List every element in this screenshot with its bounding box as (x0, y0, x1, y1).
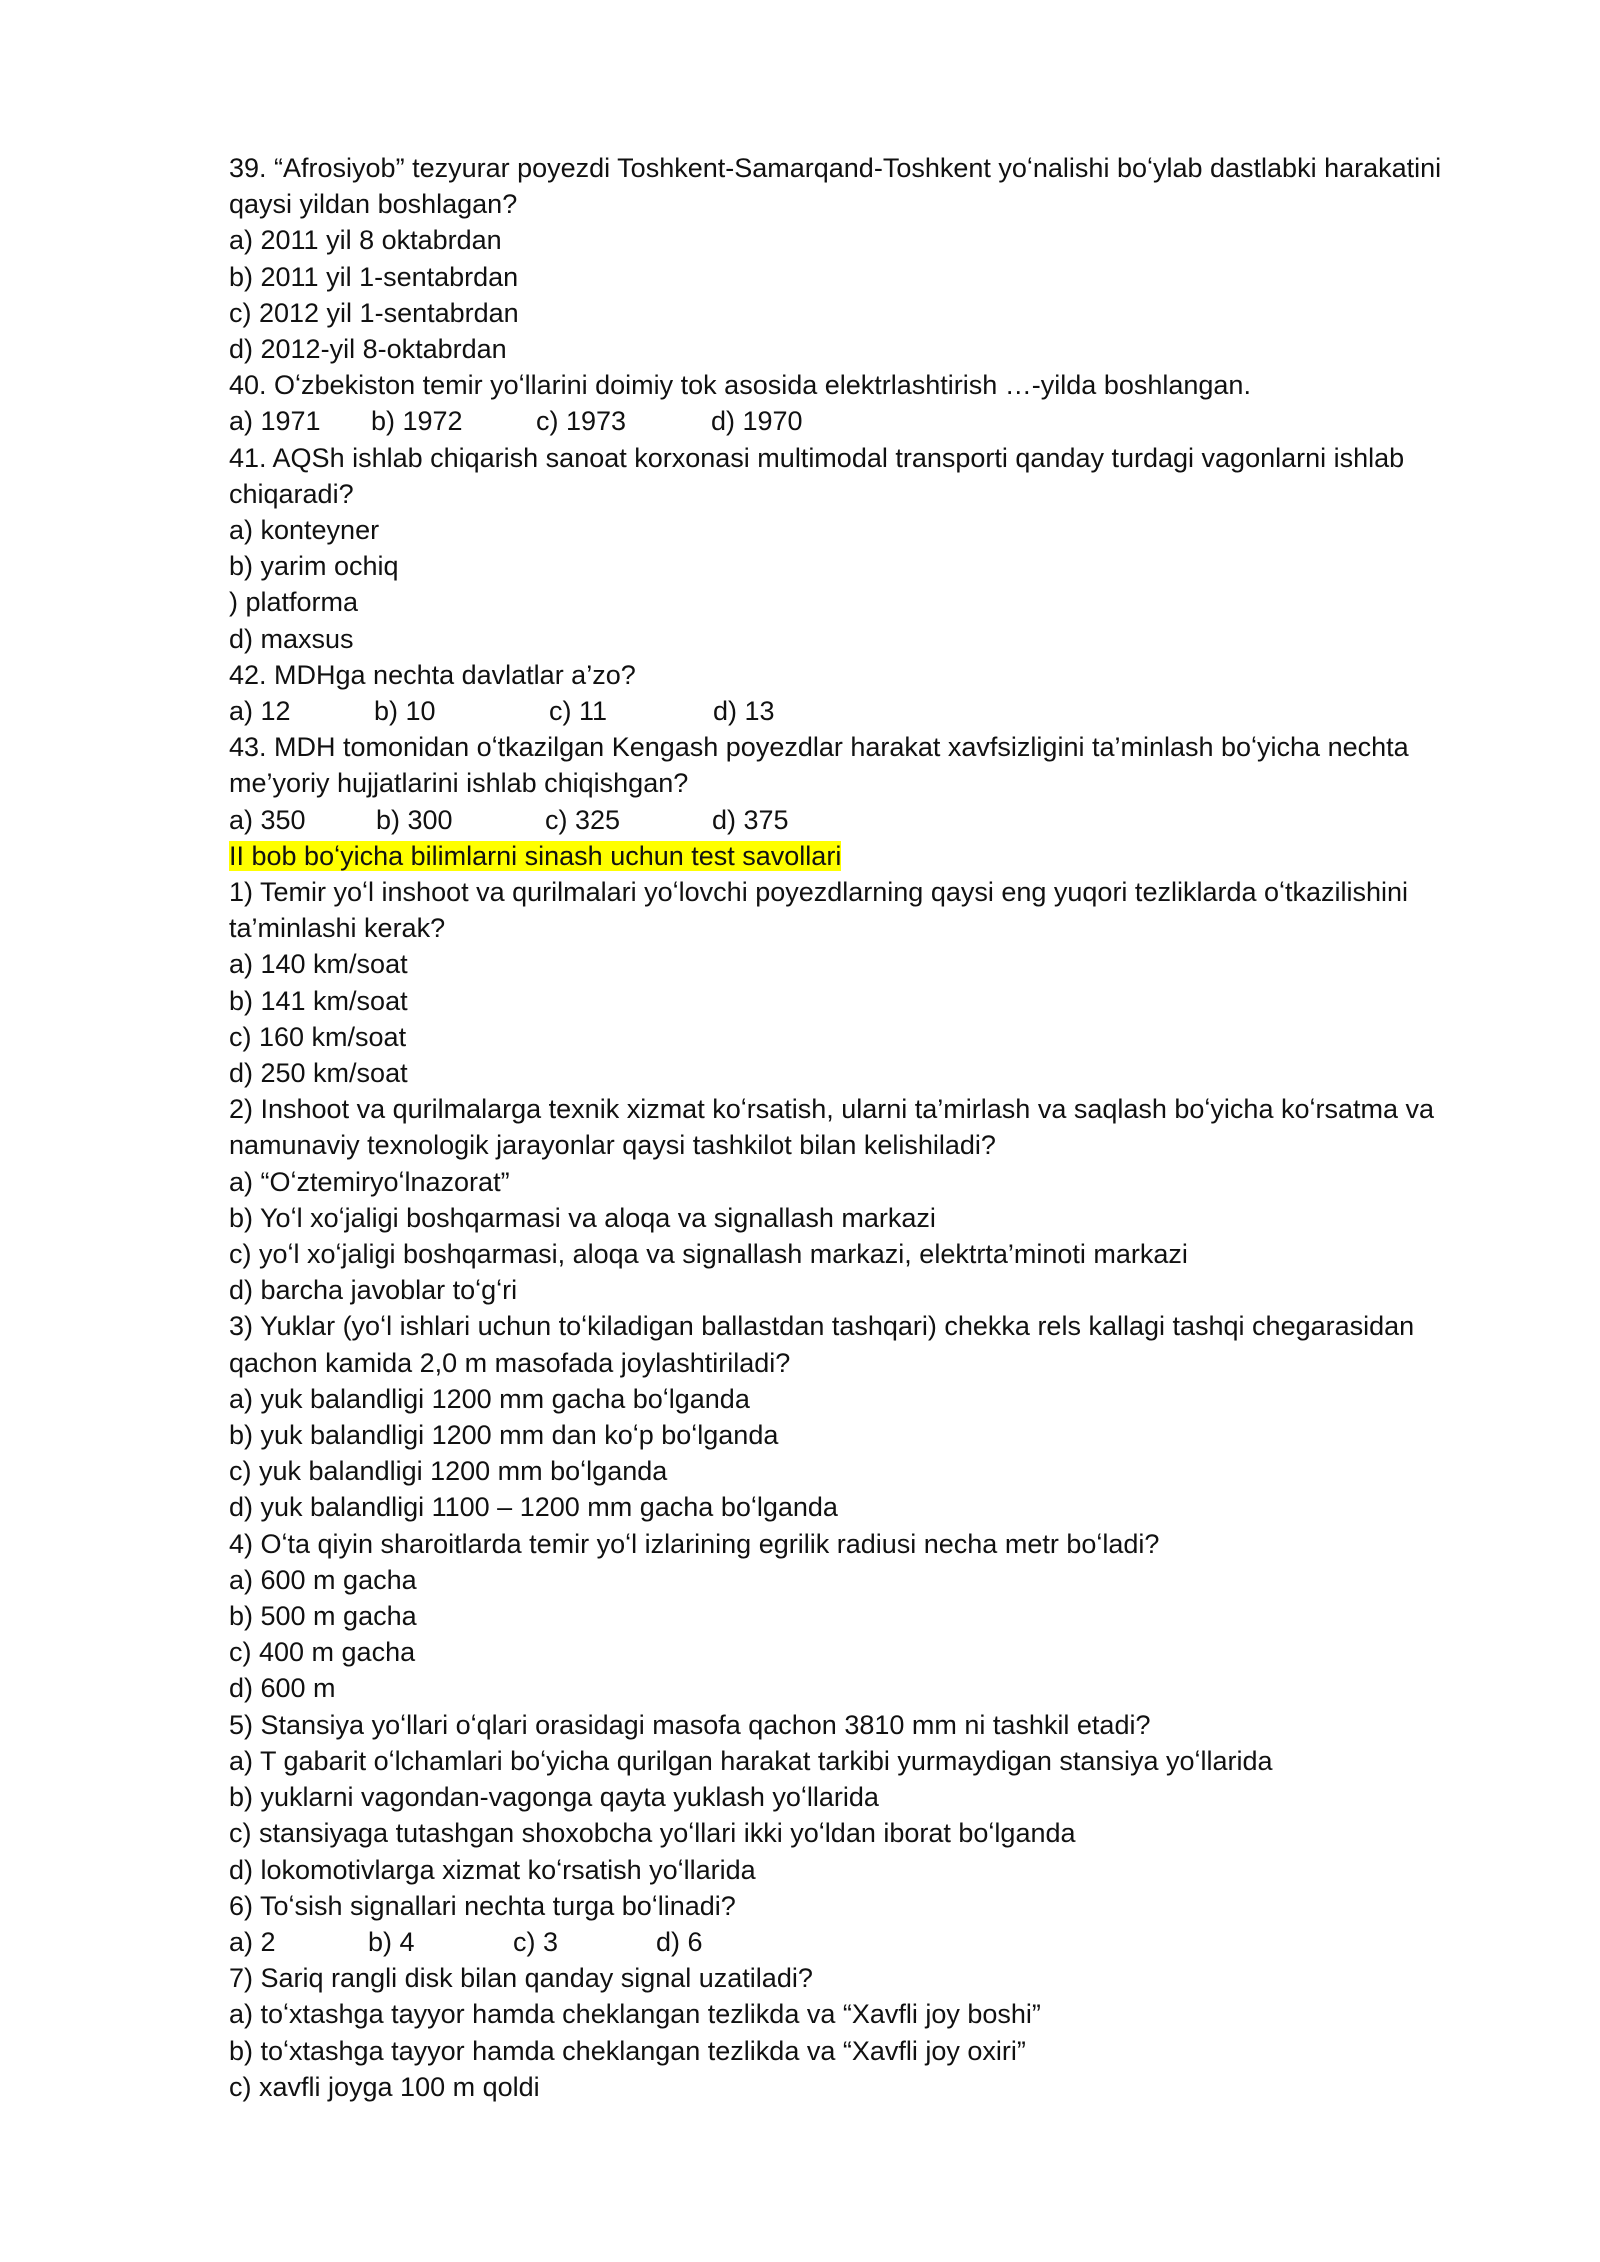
text-line: qaysi yildan boshlagan? (229, 189, 518, 220)
text-line: 4) Oʻta qiyin sharoitlarda temir yoʻl izlarining egrilik radiusi necha metr boʻladi? (229, 1528, 1160, 1559)
text-line: a) T gabarit oʻlchamlari boʻyicha qurilgan harakat tarkibi yurmaydigan stansiya yoʻllarida (229, 1745, 1273, 1776)
text-line: c) yuk balandligi 1200 mm boʻlganda (229, 1456, 668, 1487)
section-heading (229, 838, 1469, 874)
text-line: c) 160 km/soat (229, 1021, 407, 1052)
text-line: 5) Stansiya yoʻllari oʻqlari orasidagi masofa qachon 3810 mm ni tashkil etadi? (229, 1709, 1151, 1740)
text-line: b) yuk balandligi 1200 mm dan koʻp boʻlganda (229, 1420, 779, 1451)
text-line: 1) Temir yoʻl inshoot va qurilmalari yoʻlovchi poyezdlarning qaysi eng yuqori tezliklarda oʻtkazilishini (229, 877, 1409, 908)
text-line: a) 140 km/soat (229, 949, 408, 980)
text-line: ta’minlashi kerak? (229, 913, 446, 944)
text-line: c) xavfli joyga 100 m qoldi (229, 2071, 540, 2102)
text-line: b) yarim ochiq (229, 551, 399, 582)
answer-option: d) 375 (712, 804, 789, 835)
answer-option: a) 12 (229, 696, 291, 727)
text-line: a) konteyner (229, 515, 380, 546)
text-line: 6) Toʻsish signallari nechta turga boʻlinadi? (229, 1890, 736, 1921)
highlighted-heading-text: II bob boʻyicha bilimlarni sinash uchun test savollari (229, 840, 842, 871)
text-line: d) barcha javoblar toʻgʻri (229, 1275, 518, 1306)
answer-option: d) 1970 (711, 406, 803, 437)
text-line: a) “Oʻztemiryoʻlnazorat” (229, 1166, 510, 1197)
text-line: c) 2012 yil 1-sentabrdan (229, 297, 519, 328)
answer-option: b) 300 (376, 804, 453, 835)
text-line: a) 2011 yil 8 oktabrdan (229, 225, 502, 256)
text-line: b) 500 m gacha (229, 1601, 417, 1632)
text-line: c) yoʻl xoʻjaligi boshqarmasi, aloqa va signallash markazi, elektrta’minoti markazi (229, 1239, 1188, 1270)
text-line: a) toʻxtashga tayyor hamda cheklangan tezlikda va “Xavfli joy boshi” (229, 1999, 1041, 2030)
answer-options-row (229, 1924, 1469, 1960)
text-line: b) Yoʻl xoʻjaligi boshqarmasi va aloqa va signallash markazi (229, 1202, 936, 1233)
text-line: 43. MDH tomonidan oʻtkazilgan Kengash poyezdlar harakat xavfsizligini ta’minlash boʻyicha nechta (229, 732, 1409, 763)
answer-options-row (229, 802, 1469, 838)
text-line: c) stansiyaga tutashgan shoxobcha yoʻllari ikki yoʻldan iborat boʻlganda (229, 1818, 1076, 1849)
answer-option: b) 10 (374, 696, 436, 727)
text-line: b) 2011 yil 1-sentabrdan (229, 261, 519, 292)
answer-option: d) 6 (656, 1926, 703, 1957)
text-line: 41. AQSh ishlab chiqarish sanoat korxonasi multimodal transporti qanday turdagi vagonlarni ishlab (229, 442, 1405, 473)
text-line: namunaviy texnologik jarayonlar qaysi tashkilot bilan kelishiladi? (229, 1130, 996, 1161)
text-line: c) 400 m gacha (229, 1637, 416, 1668)
text-line: d) 2012-yil 8-oktabrdan (229, 334, 507, 365)
text-line: qachon kamida 2,0 m masofada joylashtiriladi? (229, 1347, 791, 1378)
text-line: chiqaradi? (229, 478, 354, 509)
document-page (229, 150, 1469, 2105)
answer-option: b) 4 (368, 1926, 415, 1957)
answer-option: a) 350 (229, 804, 306, 835)
answer-option: d) 13 (713, 696, 775, 727)
text-line: 7) Sariq rangli disk bilan qanday signal uzatiladi? (229, 1963, 813, 1994)
answer-options-row (229, 693, 1469, 729)
text-line: 39. “Afrosiyob” tezyurar poyezdi Toshkent-Samarqand-Toshkent yoʻnalishi boʻylab dastlabki harakatini (229, 153, 1442, 183)
answer-option: c) 1973 (536, 406, 627, 437)
answer-option: c) 11 (549, 696, 608, 727)
answer-option: c) 3 (513, 1926, 559, 1957)
text-line: 3) Yuklar (yoʻl ishlari uchun toʻkiladigan ballastdan tashqari) chekka rels kallagi tashqi chegarasidan (229, 1311, 1415, 1342)
text-line: 2) Inshoot va qurilmalarga texnik xizmat koʻrsatish, ularni ta’mirlash va saqlash boʻyicha koʻrsatma va (229, 1094, 1435, 1125)
text-line: a) yuk balandligi 1200 mm gacha boʻlganda (229, 1383, 750, 1414)
text-line: a) 600 m gacha (229, 1564, 417, 1595)
answer-option: a) 2 (229, 1926, 276, 1957)
text-line: d) 250 km/soat (229, 1058, 408, 1089)
text-line: 42. MDHga nechta davlatlar a’zo? (229, 659, 636, 690)
text-line: d) 600 m (229, 1673, 336, 1704)
answer-option: c) 325 (545, 804, 621, 835)
text-line: ) platforma (229, 587, 359, 618)
text-line: b) toʻxtashga tayyor hamda cheklangan tezlikda va “Xavfli joy oxiri” (229, 2035, 1026, 2066)
text-line: d) maxsus (229, 623, 354, 654)
text-line: b) 141 km/soat (229, 985, 408, 1016)
answer-options-row (229, 403, 1469, 439)
text-line: d) lokomotivlarga xizmat koʻrsatish yoʻllarida (229, 1854, 756, 1885)
text-line: 40. Oʻzbekiston temir yoʻllarini doimiy tok asosida elektrlashtirish …-yilda boshlangan. (229, 370, 1251, 401)
text-line: me’yoriy hujjatlarini ishlab chiqishgan? (229, 768, 689, 799)
text-line: b) yuklarni vagondan-vagonga qayta yuklash yoʻllarida (229, 1782, 879, 1813)
answer-option: a) 1971 (229, 406, 321, 437)
text-line: d) yuk balandligi 1100 – 1200 mm gacha boʻlganda (229, 1492, 838, 1523)
answer-option: b) 1972 (371, 406, 463, 437)
